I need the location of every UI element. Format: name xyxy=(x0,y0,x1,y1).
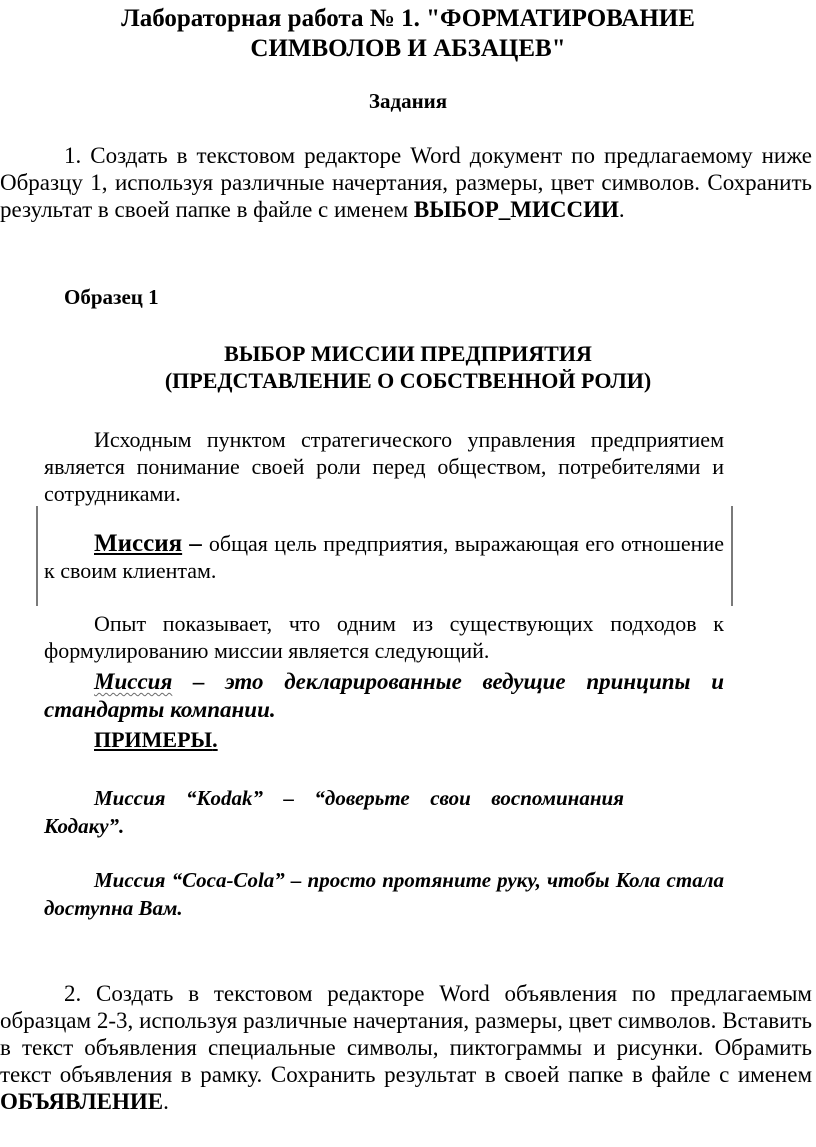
mission-dash: – xyxy=(182,530,209,557)
page-title xyxy=(0,4,816,64)
examples-label-text: ПРИМЕРЫ xyxy=(94,727,213,752)
sample-paragraph-4 xyxy=(44,668,724,724)
examples-label xyxy=(94,726,218,753)
task-2-text: 2. Создать в текстовом редакторе Word объявления по предлагаемым образцам 2-3, используя различные начертания, размеры, цвет символов. Вставить в текст объявления специальные символы, пиктограммы и рисунки. Обрамить текст объявления в рамку. Сохранить результат в своей папке в файле с именем xyxy=(0,981,812,1087)
sample-heading-line-1: ВЫБОР МИССИИ ПРЕДПРИЯТИЯ xyxy=(224,341,592,366)
sample-label: Образец 1 xyxy=(64,285,159,309)
sample-paragraph-1: Исходным пунктом стратегического управления предприятием является понимание своей роли перед обществом, потребителями и сотрудниками. xyxy=(44,427,724,506)
task-2-filename: ОБЪЯВЛЕНИЕ xyxy=(0,1089,164,1114)
example-coca-cola: Миссия “Coca-Cola” – просто протяните руку, чтобы Кола стала доступна Вам. xyxy=(44,868,724,920)
sample-paragraph-3: Опыт показывает, что одним из существующих подходов к формулированию миссии является следующий. xyxy=(44,611,724,663)
title-line-1: Лабораторная работа № 1. "ФОРМАТИРОВАНИЕ xyxy=(121,5,695,32)
task-2-paragraph xyxy=(0,980,812,1115)
sample-heading xyxy=(0,340,816,394)
examples-label-dot: . xyxy=(212,727,218,752)
task-1-paragraph xyxy=(0,142,812,223)
mission-term: Миссия xyxy=(94,530,183,557)
title-line-2: СИМВОЛОВ И АБЗАЦЕВ" xyxy=(250,35,566,62)
paragraph-left-border xyxy=(36,506,38,606)
mission-term-italic: Миссия xyxy=(94,669,173,694)
example-kodak: Миссия “Kodak” – “доверьте свои воспоминания Кодаку”. xyxy=(44,786,624,838)
mission-definition-text: общая цель предприятия, выражающая его отношение к своим клиентам. xyxy=(44,531,724,583)
task-2-end: . xyxy=(163,1089,169,1114)
tasks-heading: Задания xyxy=(368,89,448,113)
task-1-text: 1. Создать в текстовом редакторе Word документ по предлагаемому ниже Образцу 1, используя различные начертания, размеры, цвет символов. Сохранить результат в своей папке в файле с именем xyxy=(0,143,812,222)
sample-heading-line-2: (ПРЕДСТАВЛЕНИЕ О СОБСТВЕННОЙ РОЛИ) xyxy=(164,368,652,393)
mission-definition-paragraph xyxy=(44,530,724,584)
task-1-filename: ВЫБОР_МИССИИ xyxy=(413,197,619,222)
task-1-end: . xyxy=(618,197,625,222)
paragraph-right-border xyxy=(731,506,733,606)
mission-statement: – это декларированные ведущие принципы и стандарты компании. xyxy=(44,669,724,722)
